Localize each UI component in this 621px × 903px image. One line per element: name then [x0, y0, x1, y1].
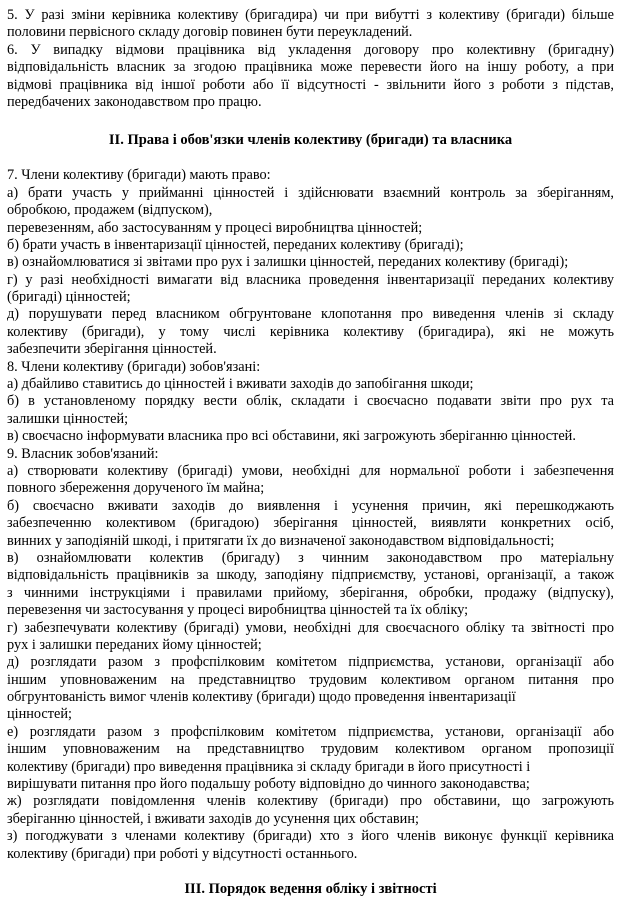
- text-line: б) брати участь в інвентаризації цінностей, переданих колективу (бригаді);: [7, 236, 464, 253]
- text-line: повного збереження дорученого їм майна;: [7, 480, 265, 497]
- text-line: іншим уповноваженим на представництво трудовим колективом органом питання про: [7, 671, 614, 688]
- text-line: б) своєчасно вживати заходів до виявлення і усунення причин, які перешкоджають: [7, 497, 614, 514]
- text-line: цінностей;: [7, 706, 72, 723]
- document-page: [7, 7, 614, 898]
- text-line: забезпечити зберігання цінностей.: [7, 341, 217, 358]
- text-line: а) створювати колективу (бригаді) умови, необхідні для нормальної роботи і забезпечення: [7, 462, 614, 479]
- text-line: 6. У випадку відмови працівника від укладення договору про колективну (бригадну): [7, 41, 614, 58]
- text-line: колективу (бригади), у тому числі керівника колективу (бригадира), які не можуть: [7, 323, 614, 340]
- text-line: д) порушувати перед власником обгрунтоване клопотання про виведення членів зі складу: [7, 306, 614, 323]
- text-line: ж) розглядати повідомлення членів колективу (бригади) про обставини, що загрожують: [7, 793, 614, 810]
- text-line: з чинними інструкціями і правилами прийому, зберігання, обробки, продажу (відпуску),: [7, 584, 614, 601]
- text-line: в) своєчасно інформувати власника про всі обставини, які загрожують зберіганню цінностей.: [7, 428, 576, 445]
- text-line: відповідальність власник за згодою працівника може перевести його на іншу роботу, а при: [7, 59, 614, 76]
- text-line: іншим уповноваженим на представництво трудовим колективом органом пропозиції: [7, 741, 614, 758]
- text-line: забезпеченню колективом (бригадою) зберігання цінностей, виявляти конкретних осіб,: [7, 515, 614, 532]
- text-line: залишки цінностей;: [7, 410, 129, 427]
- text-line: з) погоджувати з членами колективу (бригади) хто з його членів виконує функції керівника: [7, 828, 614, 845]
- text-line: обробкою, продажем (відпуском),: [7, 202, 213, 219]
- text-line: відповідальність працівників за шкоду, заподіяну підприємству, установі, організації, а також: [7, 567, 614, 584]
- text-line: в) ознайомлювати колектив (бригаду) з чинним законодавством про матеріальну: [7, 549, 614, 566]
- text-line: перевезенням, або застосуванням у процесі виробництва цінностей;: [7, 219, 423, 236]
- text-line: рух і залишки переданих йому цінностей;: [7, 636, 262, 653]
- text-line: а) дбайливо ставитись до цінностей і вживати заходів до запобігання шкоди;: [7, 376, 474, 393]
- text-line: вирішувати питання про його подальшу роботу відповідно до чинного законодавства;: [7, 776, 530, 793]
- paragraphs-section-1: [7, 7, 614, 111]
- text-line: зберіганню цінностей, і вживати заходів до усунення цих обставин;: [7, 810, 419, 827]
- text-line: відмові працівника від іншої роботи або її відсутності - звільнити його з роботи з підстав,: [7, 76, 614, 93]
- text-line: г) забезпечувати колективу (бригаді) умови, необхідні для своєчасного обліку та звітності про: [7, 619, 614, 636]
- text-line: перевезення чи застосування у процесі виробництва цінностей та їх обліку;: [7, 602, 469, 619]
- text-line: 5. У разі зміни керівника колективу (бригадира) чи при вибутті з колективу (бригади) більше: [7, 7, 614, 23]
- paragraphs-section-2: [7, 167, 614, 863]
- section-heading-3: III. Порядок ведення обліку і звітності: [184, 880, 437, 897]
- text-line: (бригаді) цінностей;: [7, 289, 131, 306]
- text-line: г) у разі необхідності вимагати від власника проведення інвентаризації переданих колективу: [7, 271, 614, 288]
- text-line: винних у заподіяній шкоді, і притягати їх до визначеної законодавством відповідальності;: [7, 532, 555, 549]
- text-line: 9. Власник зобов'язаний:: [7, 445, 159, 462]
- text-line: половини первісного складу договір повинен бути переукладений.: [7, 24, 413, 41]
- section-heading-2: II. Права і обов'язки членів колективу (бригади) та власника: [108, 132, 513, 149]
- text-line: б) в установленому порядку вести облік, складати і своєчасно подавати звіти про рух та: [7, 393, 614, 410]
- text-line: 7. Члени колективу (бригади) мають право:: [7, 167, 271, 184]
- text-line: е) розглядати разом з профспілковим комітетом підприємства, установи, організації або: [7, 723, 614, 740]
- text-line: 8. Члени колективу (бригади) зобов'язані:: [7, 358, 261, 375]
- text-line: а) брати участь у прийманні цінностей і здійснювати взаємний контроль за зберіганням,: [7, 184, 614, 201]
- text-line: передбачених законодавством про працю.: [7, 93, 262, 110]
- text-line: в) ознайомлюватися зі звітами про рух і залишки цінностей, переданих колективу (бригаді);: [7, 254, 569, 271]
- text-line: обгрунтованість вимог членів колективу (бригади) щодо проведення інвентаризації: [7, 689, 516, 706]
- text-line: колективу (бригади) про виведення працівника зі складу бригади в його присутності і: [7, 758, 531, 775]
- text-line: д) розглядати разом з профспілковим комітетом підприємства, установи, організації або: [7, 654, 614, 671]
- text-line: колективу (бригади) при роботі у відсутності останнього.: [7, 845, 358, 862]
